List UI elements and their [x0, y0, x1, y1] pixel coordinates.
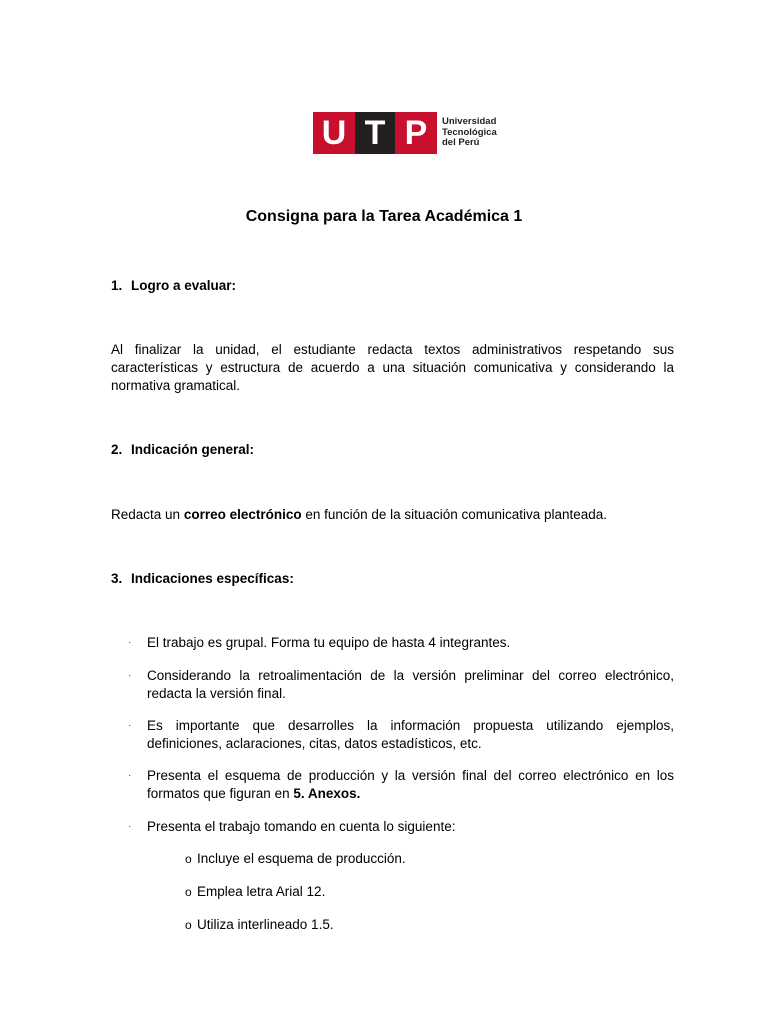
- body-bold-text: correo electrónico: [183, 507, 302, 522]
- body-text: Redacta un: [111, 507, 184, 522]
- section-2-body: [111, 507, 607, 522]
- bullet-item: [128, 717, 674, 753]
- document-title: Consigna para la Tarea Académica 1: [245, 208, 523, 225]
- section-number: 2.: [111, 442, 123, 457]
- sub-bullet-item: [185, 916, 334, 934]
- sub-bullet-symbol: o: [185, 918, 192, 932]
- bullet-symbol: ·: [128, 637, 132, 648]
- bullet-item: [128, 667, 674, 703]
- section-heading-text: Indicaciones específicas:: [131, 571, 294, 586]
- bullet-item: [128, 818, 674, 836]
- section-3-heading: [111, 571, 294, 586]
- utp-logo: [313, 112, 497, 154]
- logo-text-line: Tecnológica: [442, 126, 497, 138]
- sub-bullet-symbol: o: [185, 852, 192, 866]
- bullet-symbol: ·: [128, 821, 132, 832]
- section-number: 3.: [111, 571, 123, 586]
- bullet-text: Presenta el trabajo tomando en cuenta lo siguiente:: [147, 819, 456, 834]
- sub-bullet-text: Utiliza interlineado 1.5.: [197, 917, 334, 932]
- section-1-body: Al finalizar la unidad, el estudiante redacta textos administrativos respetando sus características y estructura de acuerdo a una situación comunicativa y considerando la normativa gramatical.: [111, 342, 674, 393]
- logo-letter-u: U: [313, 112, 355, 154]
- bullet-text: Es importante que desarrolles la información propuesta utilizando ejemplos, definiciones, aclaraciones, citas, datos estadísticos, etc.: [147, 718, 674, 751]
- bullet-item: [128, 767, 674, 803]
- section-2-heading: [111, 442, 254, 457]
- bullet-text: [147, 767, 674, 803]
- logo-text-line: Universidad: [442, 116, 497, 128]
- bullet-text: El trabajo es grupal. Forma tu equipo de hasta 4 integrantes.: [147, 635, 511, 650]
- logo-wordmark: [442, 117, 497, 149]
- utp-logo-mark: [313, 112, 437, 154]
- section-heading-text: Indicación general:: [131, 442, 255, 457]
- bullet-text-bold: 5. Anexos.: [293, 786, 361, 801]
- logo-letter-p: P: [395, 112, 437, 154]
- sub-bullet-text: Emplea letra Arial 12.: [197, 884, 326, 899]
- bullet-symbol: ·: [128, 720, 132, 731]
- bullet-text-plain: Presenta el esquema de producción y la versión final del correo electrónico en los formatos que figuran en: [147, 768, 674, 801]
- sub-bullet-item: [185, 850, 406, 868]
- section-number: 1.: [111, 278, 123, 293]
- sub-bullet-item: [185, 883, 325, 901]
- bullet-item: [128, 634, 674, 652]
- logo-letter-t: T: [355, 112, 395, 154]
- bullet-text: Considerando la retroalimentación de la versión preliminar del correo electrónico, redacta la versión final.: [147, 668, 674, 701]
- section-1-heading: [111, 278, 236, 293]
- sub-bullet-symbol: o: [185, 885, 192, 899]
- bullet-symbol: ·: [128, 770, 132, 781]
- sub-bullet-text: Incluye el esquema de producción.: [197, 851, 406, 866]
- section-heading-text: Logro a evaluar:: [131, 278, 237, 293]
- logo-text-line: del Perú: [442, 137, 480, 149]
- bullet-symbol: ·: [128, 670, 132, 681]
- body-text: en función de la situación comunicativa planteada.: [301, 507, 608, 522]
